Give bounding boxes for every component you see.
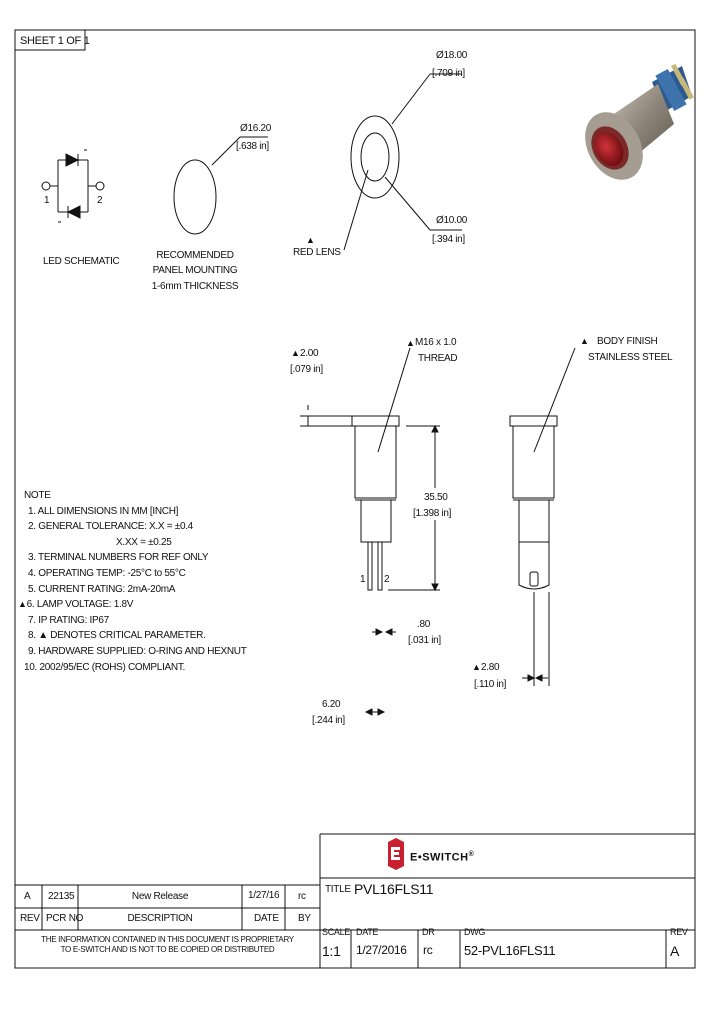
header-date: DATE bbox=[254, 913, 279, 924]
body-finish-l1: BODY FINISH bbox=[597, 336, 658, 347]
critical-mark: ▲ bbox=[472, 662, 481, 672]
note-item: 9. HARDWARE SUPPLIED: O-RING AND HEXNUT bbox=[28, 645, 247, 657]
term-in: [.110 in] bbox=[474, 679, 507, 690]
proprietary-line-2: TO E-SWITCH AND IS NOT TO BE COPIED OR DISTRIBUTED bbox=[60, 945, 275, 954]
product-photo bbox=[573, 64, 693, 190]
led-schematic bbox=[42, 150, 104, 222]
side-view-right bbox=[510, 348, 575, 686]
side-view-left bbox=[300, 348, 440, 715]
panel-caption-3: 1-6mm THICKNESS bbox=[151, 281, 239, 292]
pitch-mm: 6.20 bbox=[322, 699, 341, 710]
note-item: 1. ALL DIMENSIONS IN MM [INCH] bbox=[28, 505, 179, 517]
sheet-label: SHEET 1 OF 1 bbox=[20, 35, 90, 47]
thread-l1: M16 x 1.0 bbox=[415, 337, 457, 348]
flange-in: [.079 in] bbox=[290, 364, 323, 375]
dwg-value: 52-PVL16FLS11 bbox=[464, 943, 556, 958]
rev-row-date: 1/27/16 bbox=[248, 890, 280, 901]
note-item: ▲6. LAMP VOLTAGE: 1.8V bbox=[18, 599, 134, 611]
critical-mark: ▲ bbox=[306, 235, 315, 245]
date-value: 1/27/2016 bbox=[356, 943, 407, 957]
flange-mm: 2.00 bbox=[300, 348, 319, 359]
schematic-caption: LED SCHEMATIC bbox=[43, 256, 120, 267]
note-item: 7. IP RATING: IP67 bbox=[28, 614, 109, 626]
title-label: TITLE bbox=[325, 884, 351, 895]
critical-mark: ▲ bbox=[406, 338, 415, 348]
ring-outer-mm: Ø18.00 bbox=[436, 50, 468, 61]
note-item: 3. TERMINAL NUMBERS FOR REF ONLY bbox=[28, 552, 209, 564]
rev-row-desc: New Release bbox=[131, 891, 189, 902]
brand-name: E•SWITCH® bbox=[410, 851, 475, 864]
critical-mark: ▲ bbox=[580, 336, 589, 346]
scale-label: SCALE bbox=[322, 927, 351, 937]
note-item: 4. OPERATING TEMP: -25°C to 55°C bbox=[28, 567, 186, 579]
pin-in: [.031 in] bbox=[408, 635, 441, 646]
rev-row-pcr: 22135 bbox=[48, 891, 75, 902]
rev-value: A bbox=[670, 943, 680, 959]
scale-value: 1:1 bbox=[322, 943, 341, 959]
schematic-pin-1: 1 bbox=[44, 195, 50, 206]
side-pin-2: 2 bbox=[384, 574, 390, 585]
panel-dia-mm: Ø16.20 bbox=[240, 123, 272, 134]
body-finish-l2: STAINLESS STEEL bbox=[588, 352, 673, 363]
dr-value: rc bbox=[423, 943, 433, 957]
panel-dia-in: [.638 in] bbox=[236, 141, 269, 152]
pitch-in: [.244 in] bbox=[312, 715, 345, 726]
note-item: X.XX = ±0.25 bbox=[116, 536, 172, 548]
proprietary-line-1: THE INFORMATION CONTAINED IN THIS DOCUMENT IS PROPRIETARY bbox=[41, 935, 294, 944]
panel-caption-1: RECOMMENDED bbox=[156, 250, 234, 261]
pin-mm: .80 bbox=[417, 619, 431, 630]
ring-outer-in: [.709 in] bbox=[432, 68, 465, 79]
e-switch-logo-mark bbox=[388, 838, 404, 870]
header-pcr: PCR NO bbox=[46, 913, 84, 924]
note-item: 2. GENERAL TOLERANCE: X.X = ±0.4 bbox=[28, 521, 193, 533]
critical-mark: ▲ bbox=[291, 348, 300, 358]
panel-caption-2: PANEL MOUNTING bbox=[152, 265, 238, 276]
header-by: BY bbox=[298, 913, 311, 924]
ring-inner-mm: Ø10.00 bbox=[436, 215, 468, 226]
note-item: 8. ▲ DENOTES CRITICAL PARAMETER. bbox=[28, 630, 206, 642]
header-desc: DESCRIPTION bbox=[127, 913, 193, 924]
note-item: 5. CURRENT RATING: 2mA-20mA bbox=[28, 583, 176, 595]
ring-inner-in: [.394 in] bbox=[432, 234, 465, 245]
height-in: [1.398 in] bbox=[413, 508, 452, 519]
notes-list bbox=[18, 488, 247, 675]
red-lens-label: RED LENS bbox=[293, 247, 341, 258]
note-heading: NOTE bbox=[24, 490, 51, 501]
dwg-label: DWG bbox=[464, 927, 486, 937]
note-item: 10. 2002/95/EC (ROHS) COMPLIANT. bbox=[24, 661, 186, 673]
thread-l2: THREAD bbox=[418, 353, 458, 364]
height-mm: 35.50 bbox=[424, 492, 448, 503]
schematic-pin-2: 2 bbox=[97, 195, 103, 206]
title-value: PVL16FLS11 bbox=[354, 881, 434, 897]
side-pin-1: 1 bbox=[360, 574, 366, 585]
rev-row-by: rc bbox=[298, 891, 306, 902]
rev-label: REV bbox=[670, 927, 688, 937]
date-label: DATE bbox=[356, 927, 379, 937]
term-mm: 2.80 bbox=[481, 662, 500, 673]
dr-label: DR bbox=[422, 927, 435, 937]
header-rev: REV bbox=[20, 913, 40, 924]
rev-row-rev: A bbox=[24, 891, 31, 902]
